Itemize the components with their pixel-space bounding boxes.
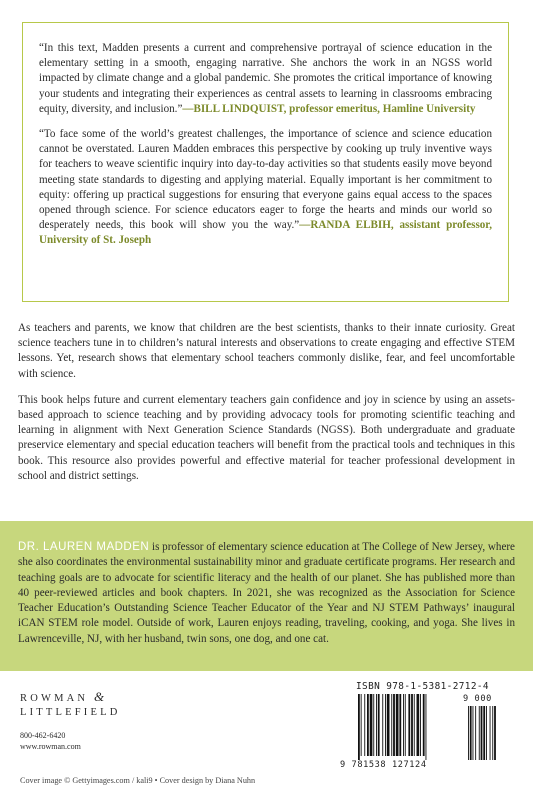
barcode-bar bbox=[423, 694, 425, 756]
barcode-bar bbox=[414, 694, 415, 756]
barcode-bar bbox=[367, 694, 369, 756]
endorsement-1 bbox=[39, 41, 492, 117]
barcode-bar bbox=[361, 694, 362, 756]
book-description bbox=[18, 321, 515, 495]
addon-bar bbox=[470, 706, 472, 760]
barcode-bar bbox=[420, 694, 421, 756]
author-name: DR. LAUREN MADDEN bbox=[18, 541, 150, 553]
barcode-bar bbox=[426, 694, 427, 760]
barcode-bar bbox=[358, 694, 360, 760]
barcode-bar bbox=[393, 694, 395, 756]
barcode-bar bbox=[364, 694, 365, 756]
endorsement-attribution: —BILL LINDQUIST, professor emeritus, Hamline University bbox=[182, 102, 476, 115]
barcode-graphic bbox=[356, 694, 526, 762]
endorsement-quote: “To face some of the world’s greatest challenges, the importance of science and science education cannot be overstated. Lauren Madden embraces this perspective by cooking up truly inventive ways for teachers to weave scientific inquiry into day-to-day activities so that students easily move beyond meeting state standards to digesting and applying material. Equally important is her commitment to equity: offering up practical suggestions for ensuring that everyone gains equal access to the spaces opened through science. For science educators eager to forge the hearts and minds our world so desperately needs, this book will show you the way.” bbox=[39, 128, 492, 232]
barcode bbox=[356, 694, 526, 762]
author-bio bbox=[18, 540, 515, 647]
barcode-bar bbox=[391, 694, 392, 756]
author-bio-text: is professor of elementary science education at The College of New Jersey, where she also coordinates the environmental sustainability minor and graduate certificate programs. Her research and teaching goals are to advocate for scientific literacy and the health of our planet. She has published more than 40 peer-reviewed articles and book chapters. In 2021, she was recognized as the Association for Science Teacher Education’s Outstanding Science Teacher Educator of the Year and NJ STEM Pathways’ inaugural iCAN STEM role model. Outside of work, Lauren enjoys reading, traveling, cooking, and yoga. She lives in Lawrenceville, NJ, with her husband, twin sons, one dog, and one cat. bbox=[18, 541, 515, 645]
barcode-digits: 9 781538 127124 bbox=[340, 760, 427, 770]
publisher-ampersand: & bbox=[94, 689, 105, 704]
barcode-addon-digits: 9 000 bbox=[463, 694, 492, 704]
endorsement-attribution: —RANDA ELBIH, assistant professor, University of St. Joseph bbox=[39, 219, 492, 247]
endorsements-box bbox=[22, 22, 509, 302]
barcode-bar bbox=[387, 694, 390, 756]
publisher-name-line2: LITTLEFIELD bbox=[20, 707, 121, 718]
addon-bar bbox=[494, 706, 496, 760]
addon-bar bbox=[473, 706, 474, 760]
barcode-bar bbox=[408, 694, 410, 756]
addon-bar bbox=[492, 706, 493, 760]
barcode-bar bbox=[376, 694, 377, 756]
barcode-bar bbox=[403, 694, 404, 756]
description-paragraph: As teachers and parents, we know that children are the best scientists, thanks to their innate curiosity. Great science teachers tune in to children’s natural interests and observations to create engaging and effective STEM lessons. Yet, research shows that elementary school teachers commonly dislike, fear, and feel uncomfortable with science. bbox=[18, 322, 515, 380]
barcode-bar bbox=[370, 694, 373, 756]
publisher-website: www.rowman.com bbox=[20, 742, 81, 751]
cover-credits: Cover image © Gettyimages.com / kali9 • Cover design by Diana Nuhn bbox=[20, 776, 256, 785]
publisher-block bbox=[20, 690, 220, 752]
addon-bar bbox=[481, 706, 483, 760]
publisher-name-line1: ROWMAN bbox=[20, 693, 89, 704]
barcode-bar bbox=[417, 694, 420, 756]
addon-bar bbox=[486, 706, 487, 760]
barcode-bar bbox=[411, 694, 413, 756]
barcode-bar bbox=[373, 694, 374, 756]
barcode-bar bbox=[405, 694, 406, 756]
endorsement-2 bbox=[39, 127, 492, 249]
addon-bar bbox=[490, 706, 491, 760]
barcode-bar bbox=[382, 694, 383, 756]
description-paragraph: This book helps future and current elementary teachers gain confidence and joy in science by using an assets-based approach to science teaching and by providing advocacy tools for promoting scientific teaching and learning in alignment with Next Generation Science Standards (NGSS). Both undergraduate and graduate preservice elementary and special education teachers will benefit from the practical tools and techniques in this book. This resource also provides powerful and effective material for teacher professional development in school and district settings. bbox=[18, 393, 515, 482]
publisher-contact bbox=[20, 730, 220, 752]
barcode-bar bbox=[378, 694, 380, 756]
addon-bar bbox=[479, 706, 480, 760]
endorsement-quote: “In this text, Madden presents a current and comprehensive portrayal of science education in the elementary setting in a smooth, engaging narrative. She anchors the work in an NGSS world impacted by climate change and a global pandemic. She promotes the critical importance of knowing your students and integrating their experiences as central assets to learning in classrooms embracing equity, diversity, and inclusion.” bbox=[39, 42, 492, 115]
addon-bar bbox=[483, 706, 485, 760]
addon-bar bbox=[475, 706, 476, 760]
barcode-bar bbox=[385, 694, 386, 756]
isbn-label: ISBN 978-1-5381-2712-4 bbox=[356, 681, 489, 692]
barcode-bar bbox=[396, 694, 399, 756]
barcode-bar bbox=[399, 694, 401, 756]
publisher-phone: 800-462-6420 bbox=[20, 731, 66, 740]
publisher-logo bbox=[20, 690, 220, 706]
addon-bar bbox=[468, 706, 469, 760]
